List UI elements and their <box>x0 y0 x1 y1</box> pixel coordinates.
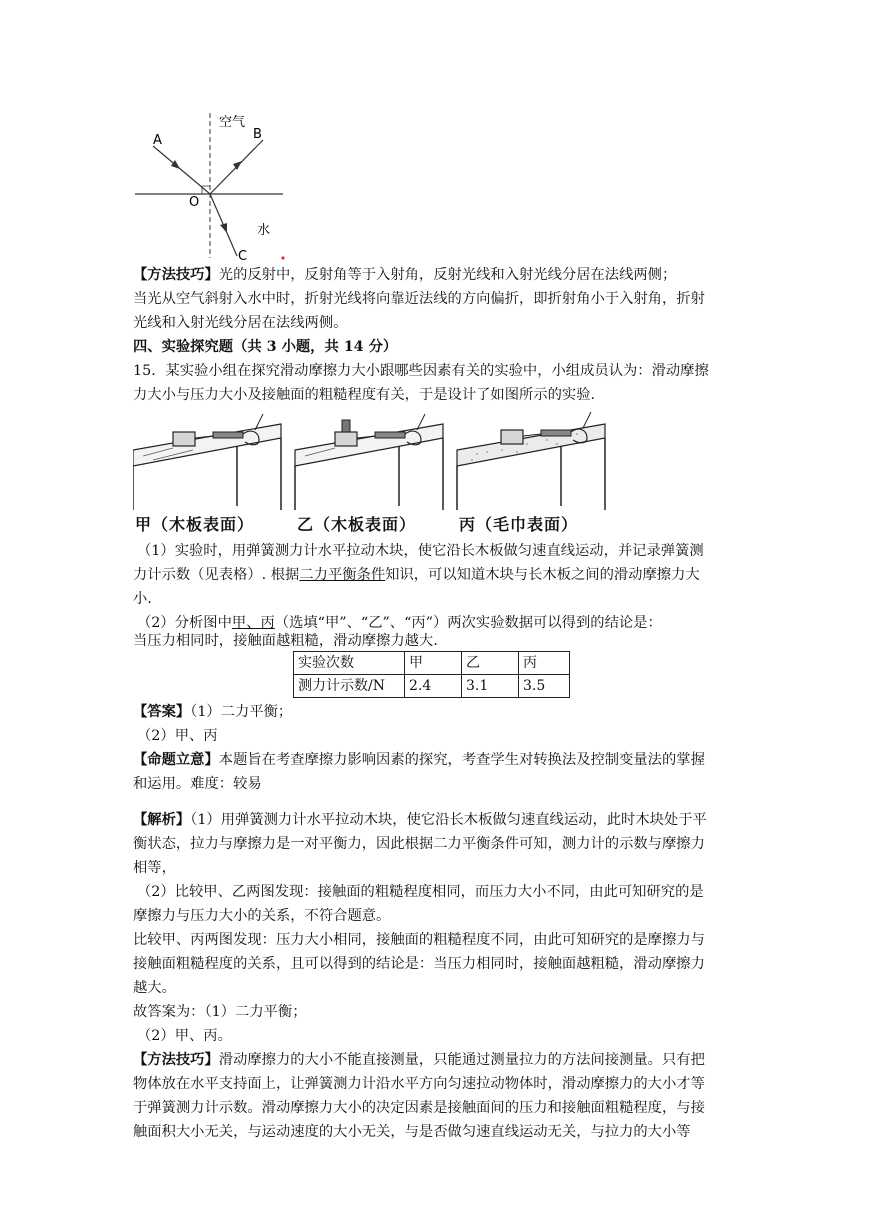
analysis-line10: （2）甲、丙。 <box>137 1028 232 1044</box>
p1-answer-underlined: 二力平衡条件 <box>299 567 386 583</box>
label-B: B <box>253 127 262 142</box>
analysis-text1: （1）用弹簧测力计水平拉动木块，使它沿长木板做匀速直线运动，此时木块处于平 <box>190 812 707 828</box>
table-cell: 2.4 <box>405 675 462 698</box>
label-air: 空气 <box>219 115 246 130</box>
table-cell: 乙 <box>462 652 519 675</box>
setup-bing <box>457 412 605 510</box>
table-cell: 测力计示数/N <box>294 675 405 698</box>
label-O: O <box>189 195 200 210</box>
caption-yi: 乙（木板表面） <box>297 515 417 534</box>
label-water: 水 <box>257 223 271 238</box>
intent-line1 <box>133 750 705 770</box>
tip2-line1 <box>133 1050 705 1070</box>
analysis-line1 <box>133 810 707 830</box>
table-cell: 3.1 <box>462 675 519 698</box>
tip1-text1: 光的反射中，反射角等于入射角，反射光线和入射光线分居在法线两侧； <box>218 267 677 283</box>
p1-line3: 小. <box>133 591 152 607</box>
optics-diagram <box>133 108 293 263</box>
q15-line2: 力大小与压力大小及接触面的粗糙程度有关，于是设计了如图所示的实验. <box>133 387 596 403</box>
tip2-line2: 物体放在水平支持面上，让弹簧测力计沿水平方向匀速拉动物体时，滑动摩擦力的大小才等 <box>133 1076 705 1092</box>
answer-line1 <box>133 702 292 722</box>
p1-text-a: 力计示数（见表格）. 根据 <box>133 567 300 583</box>
p2-line2: 当压力相同时，接触面越粗糙，滑动摩擦力越大. <box>133 633 438 649</box>
answer-line2: （2）甲、丙 <box>137 728 218 744</box>
tip1-heading: 【方法技巧】 <box>133 267 219 283</box>
p1-line1: （1）实验时，用弹簧测力计水平拉动木块，使它沿长木板做匀速直线运动，并记录弹簧测 <box>137 543 704 559</box>
intent-text1: 本题旨在考查摩擦力影响因素的探究，考查学生对转换法及控制变量法的掌握 <box>218 752 705 768</box>
label-C: C <box>238 249 248 263</box>
tip2-line4: 触面积大小无关，与运动速度的大小无关，与是否做匀速直线运动无关，与拉力的大小等 <box>133 1124 691 1140</box>
caption-jia: 甲（木板表面） <box>135 515 255 534</box>
table-cell: 丙 <box>519 652 570 675</box>
analysis-heading: 【解析】 <box>133 812 191 828</box>
analysis-line4: （2）比较甲、乙两图发现：接触面的粗糙程度相同，而压力大小不同，由此可知研究的是 <box>137 884 704 900</box>
tip2-heading: 【方法技巧】 <box>133 1052 219 1068</box>
tip2-text1: 滑动摩擦力的大小不能直接测量，只能通过测量拉力的方法间接测量。只有把 <box>218 1052 705 1068</box>
table-row <box>294 652 570 675</box>
results-table <box>293 651 570 698</box>
analysis-line3: 相等， <box>133 860 176 876</box>
section-heading: 四、实验探究题（共 3 小题，共 14 分） <box>133 339 398 355</box>
analysis-line2: 衡状态，拉力与摩擦力是一对平衡力，因此根据二力平衡条件可知，测力计的示数与摩擦力 <box>133 836 705 852</box>
p2-answer-underlined: 甲、丙 <box>231 615 275 631</box>
friction-experiment-figure <box>133 410 633 510</box>
setup-yi <box>295 414 443 510</box>
p2-text-b: （选填“甲”、“乙”、“丙”）两次实验数据可以得到的结论是： <box>274 615 662 631</box>
analysis-line5: 摩擦力与压力大小的关系，不符合题意。 <box>133 908 391 924</box>
p2-text-a: （2）分析图中 <box>137 615 232 631</box>
caption-bing: 丙（毛巾表面） <box>459 515 579 534</box>
table-row <box>294 675 570 698</box>
analysis-line7: 接触面粗糙程度的关系，且可以得到的结论是：当压力相同时，接触面越粗糙，滑动摩擦力 <box>133 956 705 972</box>
setup-jia <box>133 414 281 510</box>
tip1-line1 <box>133 265 676 285</box>
answer-heading: 【答案】 <box>133 704 191 720</box>
analysis-line9: 故答案为：（1）二力平衡； <box>133 1004 307 1020</box>
p1-line2 <box>133 565 700 585</box>
label-A: A <box>153 133 162 148</box>
table-cell: 3.5 <box>519 675 570 698</box>
q15-line1: 15．某实验小组在探究滑动摩擦力大小跟哪些因素有关的实验中，小组成员认为：滑动摩擦 <box>133 363 709 379</box>
tip1-line2: 当光从空气斜射入水中时，折射光线将向靠近法线的方向偏折，即折射角小于入射角，折射 <box>133 291 705 307</box>
tip1-line3: 光线和入射光线分居在法线两侧。 <box>133 315 348 331</box>
intent-line2: 和运用。难度：较易 <box>133 776 262 792</box>
p1-text-b: 知识，可以知道木块与长木板之间的滑动摩擦力大 <box>385 567 700 583</box>
intent-heading: 【命题立意】 <box>133 752 219 768</box>
analysis-line8: 越大。 <box>133 980 176 996</box>
tip2-line3: 于弹簧测力计示数。滑动摩擦力大小的决定因素是接触面间的压力和接触面粗糙程度，与接 <box>133 1100 705 1116</box>
table-cell: 甲 <box>405 652 462 675</box>
table-cell: 实验次数 <box>294 652 405 675</box>
analysis-line6: 比较甲、丙两图发现：压力大小相同，接触面的粗糙程度不同，由此可知研究的是摩擦力与 <box>133 932 705 948</box>
p2-line1 <box>137 613 662 633</box>
answer-text1: （1）二力平衡； <box>190 704 293 720</box>
